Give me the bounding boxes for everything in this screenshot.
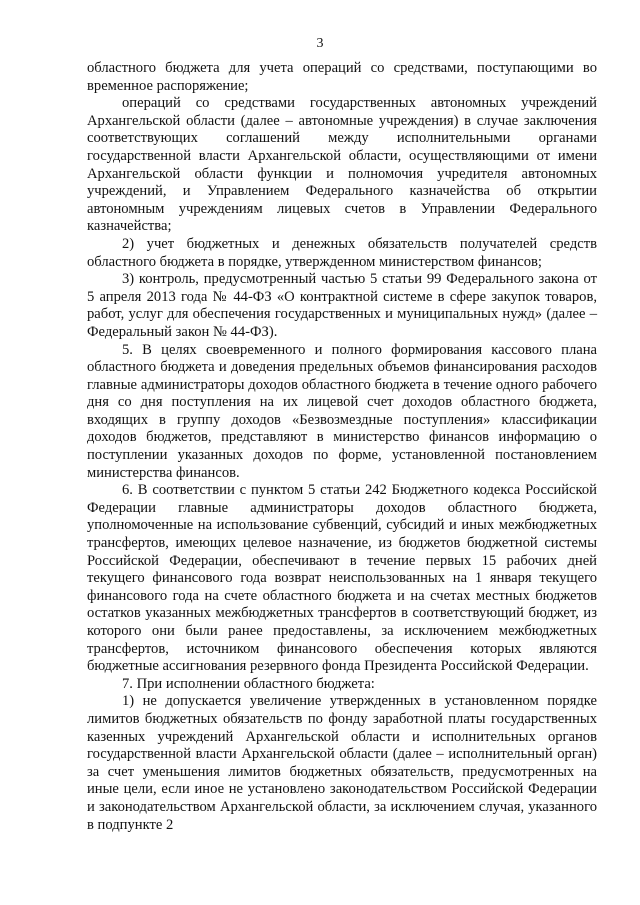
document-body	[87, 60, 597, 834]
paragraph-section-5: 5. В целях своевременного и полного формирования кассового плана областного бюджета и доведения предельных объемов финансирования расходов главные администраторы доходов областного бюджета в течение одного рабочего дня со дня поступления на их лицевой счет доходов областного бюджета, входящих в группу доходов «Безвозмездные поступления» классификации доходов бюджетов, представляют в министерство финансов информацию о поступлении указанных доходов по форме, установленной постановлением министерства финансов.	[87, 341, 597, 481]
paragraph-item-3: 3) контроль, предусмотренный частью 5 статьи 99 Федерального закона от 5 апреля 2013 года № 44-ФЗ «О контрактной системе в сфере закупок товаров, работ, услуг для обеспечения государственных и муниципальных нужд» (далее – Федеральный закон № 44-ФЗ).	[87, 271, 597, 340]
paragraph-continuation: областного бюджета для учета операций со средствами, поступающими во временное распоряжение;	[87, 60, 597, 94]
paragraph-item-2: 2) учет бюджетных и денежных обязательств получателей средств областного бюджета в порядке, утвержденном министерством финансов;	[87, 235, 597, 270]
page-number: 3	[316, 36, 324, 51]
paragraph-section-7: 7. При исполнении областного бюджета:	[122, 675, 375, 692]
paragraph-section-7-item-1: 1) не допускается увеличение утвержденных в установленном порядке лимитов бюджетных обязательств по фонду заработной платы государственных казенных учреждений Архангельской области и исполнительных органов государственной власти Архангельской области (далее – исполнительный орган) за счет уменьшения лимитов бюджетных обязательств, предусмотренных на иные цели, если иное не установлено законодательством Российской Федерации и законодательством Архангельской области, за исключением случая, указанного в подпункте 2	[87, 693, 597, 833]
paragraph-autonomous-institutions: операций со средствами государственных автономных учреждений Архангельской области (далее – автономные учреждения) в случае заключения соответствующих соглашений между исполнительными органами государственной власти Архангельской области, осуществляющими от имени Архангельской области функции и полномочия учредителя автономных учреждений, и Управлением Федерального казначейства об открытии автономным учреждениям лицевых счетов в Управлении Федерального казначейства;	[87, 95, 597, 235]
paragraph-section-6: 6. В соответствии с пунктом 5 статьи 242 Бюджетного кодекса Российской Федерации главные администраторы доходов областного бюджета, уполномоченные на использование субвенций, субсидий и иных межбюджетных трансфертов, имеющих целевое назначение, из бюджетов бюджетной системы Российской Федерации, обеспечивают в течение первых 15 рабочих дней текущего финансового года возврат неиспользованных на 1 января текущего финансового года на счете областного бюджета и на счетах местных бюджетов остатков указанных межбюджетных трансфертов в соответствующий бюджет, из которого они были ранее предоставлены, за исключением межбюджетных трансфертов, источником финансового обеспечения которых являются бюджетные ассигнования резервного фонда Президента Российской Федерации.	[87, 482, 597, 675]
